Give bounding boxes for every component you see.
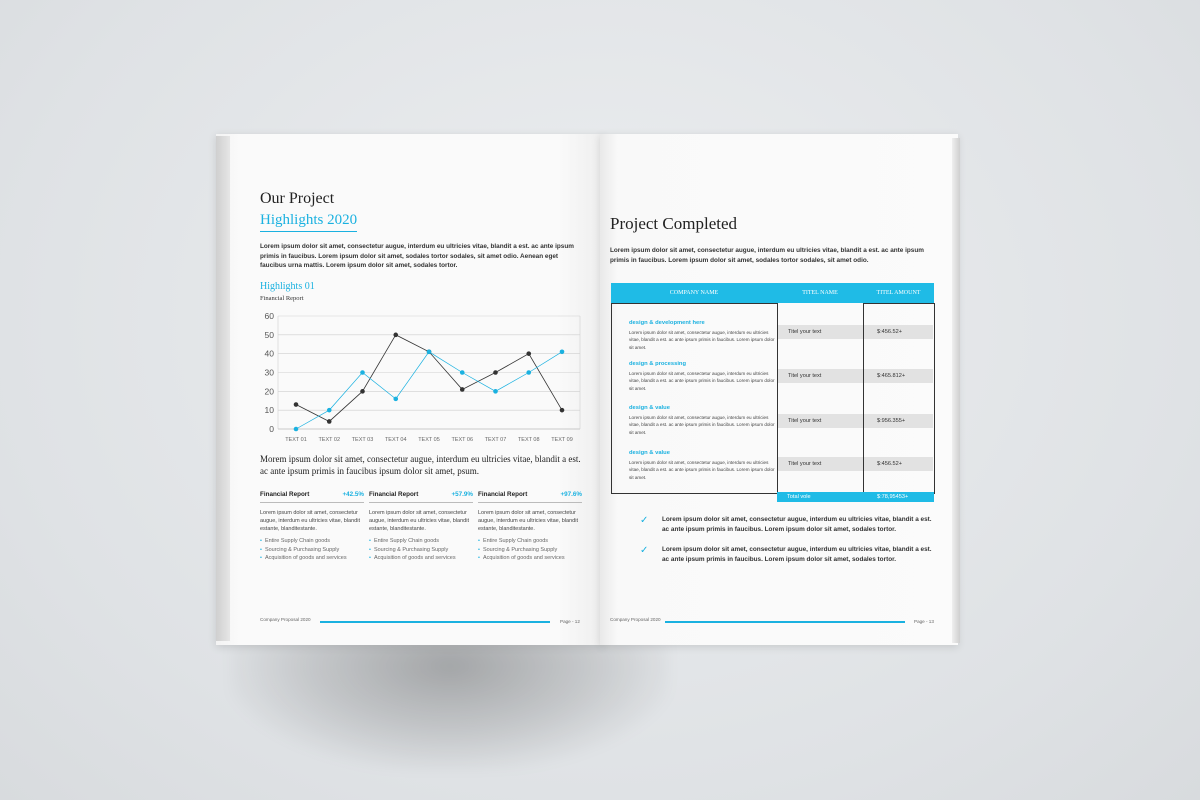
bullet-item: • Sourcing & Purchasing Supply <box>260 546 364 555</box>
y-tick-label: 20 <box>264 386 274 397</box>
check-text: Lorem ipsum dolor sit amet, consectetur augue, interdum eu ultricies vitae, blandit a est. ac ante ipsum primis in faucibus. Lorem ipsum dolor sit amet, sodales tortor. <box>662 516 932 533</box>
data-point <box>327 408 332 413</box>
report-header <box>260 491 364 503</box>
report-body: Lorem ipsum dolor sit amet, consectetur augue, interdum eu ultricies vitae, blandit estante, blanditestante. <box>369 510 469 532</box>
row-name: design & value <box>629 450 670 456</box>
bullet-item: • Entire Supply Chain goods <box>478 537 582 546</box>
report-bullets <box>478 537 582 563</box>
bullet-item: • Entire Supply Chain goods <box>369 537 473 546</box>
row-title: Titel your text <box>778 325 863 339</box>
report-percent: +42.5% <box>342 491 364 498</box>
intro-paragraph: Lorem ipsum dolor sit amet, consectetur augue, interdum eu ultricies vitae, blandit a est. ac ante ipsum primis in faucibus. Lorem ipsum dolor sit amet, sodales tortor sodales, sit amet odio. Aenean eget faucibus urna mattis. Lorem ipsum dolor sit amet, sodales tortor. <box>260 243 574 270</box>
header-company-name: COMPANY NAME <box>669 290 719 296</box>
y-tick-label: 40 <box>264 348 274 359</box>
total-label: Total vole <box>777 492 863 502</box>
x-tick-label: TEXT 01 <box>285 437 307 443</box>
bullet-item: • Entire Supply Chain goods <box>260 537 364 546</box>
report-percent: +97.6% <box>560 491 582 498</box>
summary-paragraph: Morem ipsum dolor sit amet, consectetur augue, interdum eu ultricies vitae, blandit a est. ac ante ipsum primis in faucibus ipsum dolor sit amet, psum. <box>260 454 581 476</box>
report-percent: +57.9% <box>451 491 473 498</box>
data-point <box>560 349 565 354</box>
report-body: Lorem ipsum dolor sit amet, consectetur augue, interdum eu ultricies vitae, blandit estante, blanditestante. <box>478 510 578 532</box>
row-name: design & value <box>629 405 670 411</box>
row-amount: $:456.52+ <box>864 457 933 471</box>
header-titel-amount: TITEL AMOUNT <box>876 290 921 296</box>
page-number: Page - 12 <box>560 619 580 624</box>
x-tick-label: TEXT 02 <box>318 437 341 443</box>
row-title: Titel your text <box>778 414 863 428</box>
x-tick-label: TEXT 09 <box>551 437 573 443</box>
footer-bar <box>665 621 905 623</box>
y-tick-label: 10 <box>264 405 274 416</box>
data-point <box>294 402 299 407</box>
page-stack-edge-right <box>952 138 960 643</box>
x-tick-label: TEXT 07 <box>484 437 507 443</box>
financial-report-1 <box>260 491 364 563</box>
row-name: design & development here <box>629 320 705 326</box>
row-title: Titel your text <box>778 369 863 383</box>
y-tick-label: 30 <box>264 367 274 378</box>
report-header <box>369 491 473 503</box>
report-bullets <box>260 537 364 563</box>
series-line <box>296 352 562 429</box>
checkmark-icon: ✓ <box>640 545 649 556</box>
data-point <box>360 370 365 375</box>
data-point <box>327 419 332 424</box>
x-tick-label: TEXT 06 <box>451 437 474 443</box>
x-tick-label: TEXT 05 <box>418 437 440 443</box>
row-desc: Lorem ipsum dolor sit amet, consectetur augue, interdum eu ultricies vitae, blandit a est. ac ante ipsum primis in faucibus. Lorem ipsum dolor sit amet. <box>629 460 775 480</box>
check-text: Lorem ipsum dolor sit amet, consectetur augue, interdum eu ultricies vitae, blandit a est. ac ante ipsum primis in faucibus. Lorem ipsum dolor sit amet, sodales tortor. <box>662 546 932 563</box>
x-tick-label: TEXT 03 <box>351 437 374 443</box>
line-chart <box>252 310 586 446</box>
page-subtitle: Highlights 2020 <box>260 212 357 232</box>
bullet-item: • Acquisition of goods and services <box>478 554 582 563</box>
page-title: Our Project <box>260 190 335 207</box>
section-title: Highlights 01 <box>260 281 315 292</box>
y-tick-label: 60 <box>264 311 274 321</box>
series-line <box>296 335 562 422</box>
row-amount: $:465.812+ <box>864 369 933 383</box>
data-point <box>493 370 498 375</box>
data-point <box>526 351 531 356</box>
row-desc: Lorem ipsum dolor sit amet, consectetur augue, interdum eu ultricies vitae, blandit a est. ac ante ipsum primis in faucibus. Lorem ipsum dolor sit amet. <box>629 415 775 435</box>
x-tick-label: TEXT 04 <box>384 437 407 443</box>
bullet-item: • Sourcing & Purchasing Supply <box>369 546 473 555</box>
data-point <box>460 387 465 392</box>
report-body: Lorem ipsum dolor sit amet, consectetur augue, interdum eu ultricies vitae, blandit estante, blanditestante. <box>260 510 360 532</box>
section-subtitle: Financial Report <box>260 295 304 302</box>
row-amount: $:956.355+ <box>864 414 933 428</box>
row-name: design & processing <box>629 361 687 367</box>
table-header <box>611 283 934 303</box>
book-shadow <box>230 640 670 770</box>
report-bullets <box>369 537 473 563</box>
checkmark-icon: ✓ <box>640 515 649 526</box>
row-title: Titel your text <box>778 457 863 471</box>
data-point <box>294 427 299 432</box>
y-tick-label: 0 <box>269 424 274 434</box>
right-page <box>600 134 958 645</box>
data-point <box>393 333 398 338</box>
data-point <box>560 408 565 413</box>
report-label: Financial Report <box>369 491 419 498</box>
row-amount: $:456.52+ <box>864 325 933 339</box>
total-value: $:78,95453+ <box>863 492 934 502</box>
financial-report-2 <box>369 491 473 563</box>
bullet-item: • Sourcing & Purchasing Supply <box>478 546 582 555</box>
x-tick-label: TEXT 08 <box>517 437 540 443</box>
y-tick-label: 50 <box>264 329 274 340</box>
page-title: Project Completed <box>610 214 738 233</box>
page-stack-edge <box>216 136 230 641</box>
data-point <box>493 389 498 394</box>
data-point <box>393 397 398 402</box>
row-desc: Lorem ipsum dolor sit amet, consectetur augue, interdum eu ultricies vitae, blandit a est. ac ante ipsum primis in faucibus. Lorem ipsum dolor sit amet. <box>629 371 775 391</box>
footer-bar <box>320 621 550 623</box>
footer-title: Company Proposal 2020 <box>610 617 661 622</box>
bullet-item: • Acquisition of goods and services <box>369 554 473 563</box>
intro-paragraph: Lorem ipsum dolor sit amet, consectetur augue, interdum eu ultricies vitae, blandit a est. ac ante ipsum primis in faucibus. Lorem ipsum dolor sit amet, sodales tortor sodales, sit amet odio. <box>610 247 924 264</box>
data-point <box>460 370 465 375</box>
left-page <box>216 134 604 645</box>
row-desc: Lorem ipsum dolor sit amet, consectetur augue, interdum eu ultricies vitae, blandit a est. ac ante ipsum primis in faucibus. Lorem ipsum dolor sit amet. <box>629 330 775 350</box>
data-point <box>360 389 365 394</box>
header-titel-name: TITEL NAME <box>802 290 838 296</box>
project-table <box>611 283 934 503</box>
data-point <box>526 370 531 375</box>
report-header <box>478 491 582 503</box>
page-number: Page - 13 <box>914 619 934 624</box>
report-label: Financial Report <box>478 491 528 498</box>
footer-title: Company Proposal 2020 <box>260 617 311 622</box>
report-label: Financial Report <box>260 491 310 498</box>
financial-report-3 <box>478 491 582 563</box>
data-point <box>427 349 432 354</box>
bullet-item: • Acquisition of goods and services <box>260 554 364 563</box>
